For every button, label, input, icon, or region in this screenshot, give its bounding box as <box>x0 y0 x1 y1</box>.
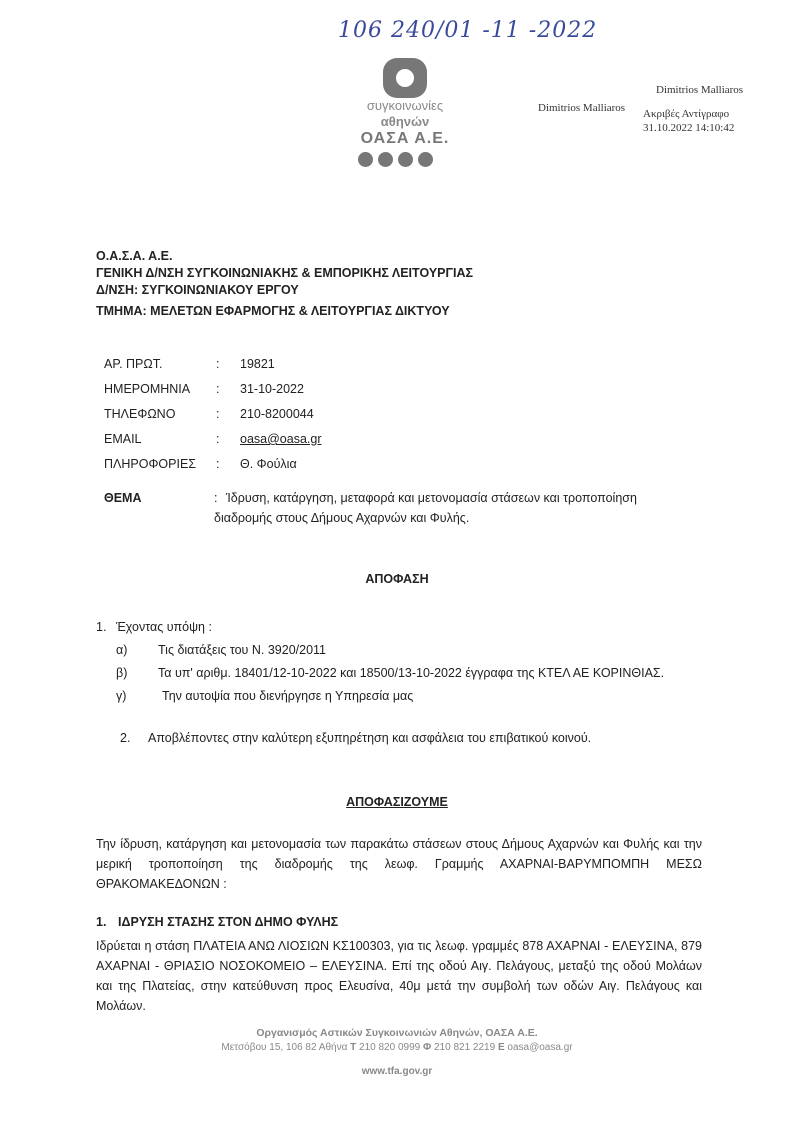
logo-line-3: ΟΑΣΑ Α.Ε. <box>360 130 450 147</box>
logo-line-1: συγκοινωνίες <box>366 98 444 113</box>
subject-separator: : <box>214 491 218 505</box>
meta-separator: : <box>216 457 220 471</box>
intro-paragraph: Την ίδρυση, κατάργηση και μετονομασία των παρακάτω στάσεων στους Δήμους Αχαρνών και Φυλής και την μερική τροποποίηση της διαδρομής της λεωφ. Γραμμής ΑΧΑΡΝΑΙ-ΒΑΡΥΜΠΟΜΠΗ ΜΕΣΩ ΘΡΑΚΟΜΑΚΕΔΟΝΩΝ : <box>96 837 702 891</box>
list-item <box>96 662 716 685</box>
org-header <box>96 248 473 320</box>
we-decide-title: ΑΠΟΦΑΣΙΖΟΥΜΕ <box>346 795 448 809</box>
trolley-icon <box>398 152 413 167</box>
meta-separator: : <box>216 407 220 421</box>
meta-row-info <box>104 452 704 477</box>
footer-contact <box>0 1042 794 1053</box>
signature-copy-label: Ακριβές Αντίγραφο <box>643 108 730 120</box>
considering-number: 1. <box>96 620 107 634</box>
meta-phone-label: ΤΗΛΕΦΩΝΟ <box>104 407 176 421</box>
meta-email-label: EMAIL <box>104 432 142 446</box>
tram-icon <box>358 152 373 167</box>
org-header-line-1: Ο.Α.Σ.Α. Α.Ε. <box>96 249 173 263</box>
meta-info-value: Θ. Φούλια <box>240 457 297 471</box>
footer-fax: 210 821 2219 <box>433 1042 496 1053</box>
section-1-number: 1. <box>96 915 107 929</box>
logo-line-2: αθηνών <box>380 114 430 129</box>
meta-separator: : <box>216 382 220 396</box>
list-item-marker: β) <box>116 666 128 680</box>
handwritten-protocol-ref: 106 240/01 -11 -2022 <box>338 18 598 43</box>
footer-phone: 210 820 0999 <box>359 1042 421 1053</box>
footer-email[interactable]: oasa@oasa.gr <box>507 1042 573 1053</box>
list-item-text: Τις διατάξεις του Ν. 3920/2011 <box>158 643 326 657</box>
footer-email-label: Ε <box>497 1042 505 1053</box>
aiming-item <box>120 727 720 750</box>
meta-date-value: 31-10-2022 <box>240 382 304 396</box>
section-1 <box>96 912 702 1016</box>
org-header-line-2: ΓΕΝΙΚΗ Δ/ΝΣΗ ΣΥΓΚΟΙΝΩΝΙΑΚΗΣ & ΕΜΠΟΡΙΚΗΣ ΛΕΙΤΟΥΡΓΙΑΣ <box>96 266 474 280</box>
org-header-line-3: Δ/ΝΣΗ: ΣΥΓΚΟΙΝΩΝΙΑΚΟΥ ΕΡΓΟΥ <box>96 283 299 297</box>
meta-separator: : <box>216 432 220 446</box>
aiming-text: Αποβλέποντες στην καλύτερη εξυπηρέτηση και ασφάλεια του επιβατικού κοινού. <box>148 731 592 745</box>
document-meta <box>104 352 704 477</box>
section-1-title: ΙΔΡΥΣΗ ΣΤΑΣΗΣ ΣΤΟΝ ΔΗΜΟ ΦΥΛΗΣ <box>118 915 339 929</box>
meta-email-link[interactable]: oasa@oasa.gr <box>240 432 322 446</box>
oasa-logo-mark <box>383 58 427 98</box>
meta-row-date <box>104 377 704 402</box>
bus-icon <box>378 152 393 167</box>
list-item <box>96 639 716 662</box>
footer-phone-label: Τ <box>350 1042 357 1053</box>
list-item-marker: α) <box>116 643 128 657</box>
footer-address: Μετσόβου 15, 106 82 Αθήνα <box>221 1042 348 1053</box>
decision-title: ΑΠΟΦΑΣΗ <box>365 572 429 586</box>
signature-name-left: Dimitrios Malliaros <box>538 102 626 114</box>
list-item-text: Την αυτοψία που διενήργησε η Υπηρεσία μας <box>162 689 414 703</box>
meta-row-email <box>104 427 704 452</box>
footer-org: Οργανισμός Αστικών Συγκοινωνιών Αθηνών, ΟΑΣΑ Α.Ε. <box>256 1027 538 1039</box>
section-1-text: Ιδρύεται η στάση ΠΛΑΤΕΙΑ ΑΝΩ ΛΙΟΣΙΩΝ ΚΣ100303, για τις λεωφ. γραμμές 878 ΑΧΑΡΝΑΙ - ΕΛΕΥΣΙΝΑ, 879 ΑΧΑΡΝΑΙ - ΘΡΙΑΣΙΟ ΝΟΣΟΚΟΜΕΙΟ – ΕΛΕΥΣΙΝΑ. Επί της οδού Αιγ. Πελάγους, μεταξύ της οδού Μολάων και της Πλατείας, στην κατεύθυνση προς Ελευσίνα, 40μ μετά την συμβολή των οδών Αιγ. Πελάγους και Μολάων. <box>96 939 702 1013</box>
considering-list <box>96 616 716 708</box>
subject-line-1: Ίδρυση, κατάργηση, μεταφορά και μετονομασία στάσεων και τροποποίηση <box>226 491 637 505</box>
section-1-heading <box>96 912 702 932</box>
meta-phone-value: 210-8200044 <box>240 407 314 421</box>
aiming-number: 2. <box>120 731 131 745</box>
meta-protocol-label: ΑΡ. ΠΡΩΤ. <box>104 357 163 371</box>
meta-separator: : <box>216 357 220 371</box>
footer-website[interactable]: www.tfa.gov.gr <box>361 1066 433 1077</box>
meta-info-label: ΠΛΗΡΟΦΟΡΙΕΣ <box>104 457 197 471</box>
subject-label: ΘΕΜΑ <box>104 491 142 505</box>
considering-text: Έχοντας υπόψη : <box>116 620 212 634</box>
considering-heading <box>96 616 716 639</box>
list-item-marker: γ) <box>116 689 127 703</box>
subject-line-2: διαδρομής στους Δήμους Αχαρνών και Φυλής. <box>214 511 470 525</box>
meta-protocol-value: 19821 <box>240 357 275 371</box>
meta-row-phone <box>104 402 704 427</box>
metro-icon <box>418 152 433 167</box>
subject-block <box>104 488 704 528</box>
footer-fax-label: Φ <box>422 1042 432 1053</box>
meta-date-label: ΗΜΕΡΟΜΗΝΙΑ <box>104 382 191 396</box>
list-item-text: Τα υπ' αριθμ. 18401/12-10-2022 και 18500/13-10-2022 έγγραφα της ΚΤΕΛ ΑΕ ΚΟΡΙΝΘΙΑΣ. <box>158 666 665 680</box>
meta-row-protocol <box>104 352 704 377</box>
transport-modes-icons <box>358 152 433 167</box>
list-item <box>96 685 716 708</box>
org-header-line-4: ΤΜΗΜΑ: ΜΕΛΕΤΩΝ ΕΦΑΡΜΟΓΗΣ & ΛΕΙΤΟΥΡΓΙΑΣ ΔΙΚΤΥΟΥ <box>96 304 450 318</box>
signature-datetime: 31.10.2022 14:10:42 <box>643 122 735 134</box>
signature-name-right: Dimitrios Malliaros <box>656 84 744 96</box>
